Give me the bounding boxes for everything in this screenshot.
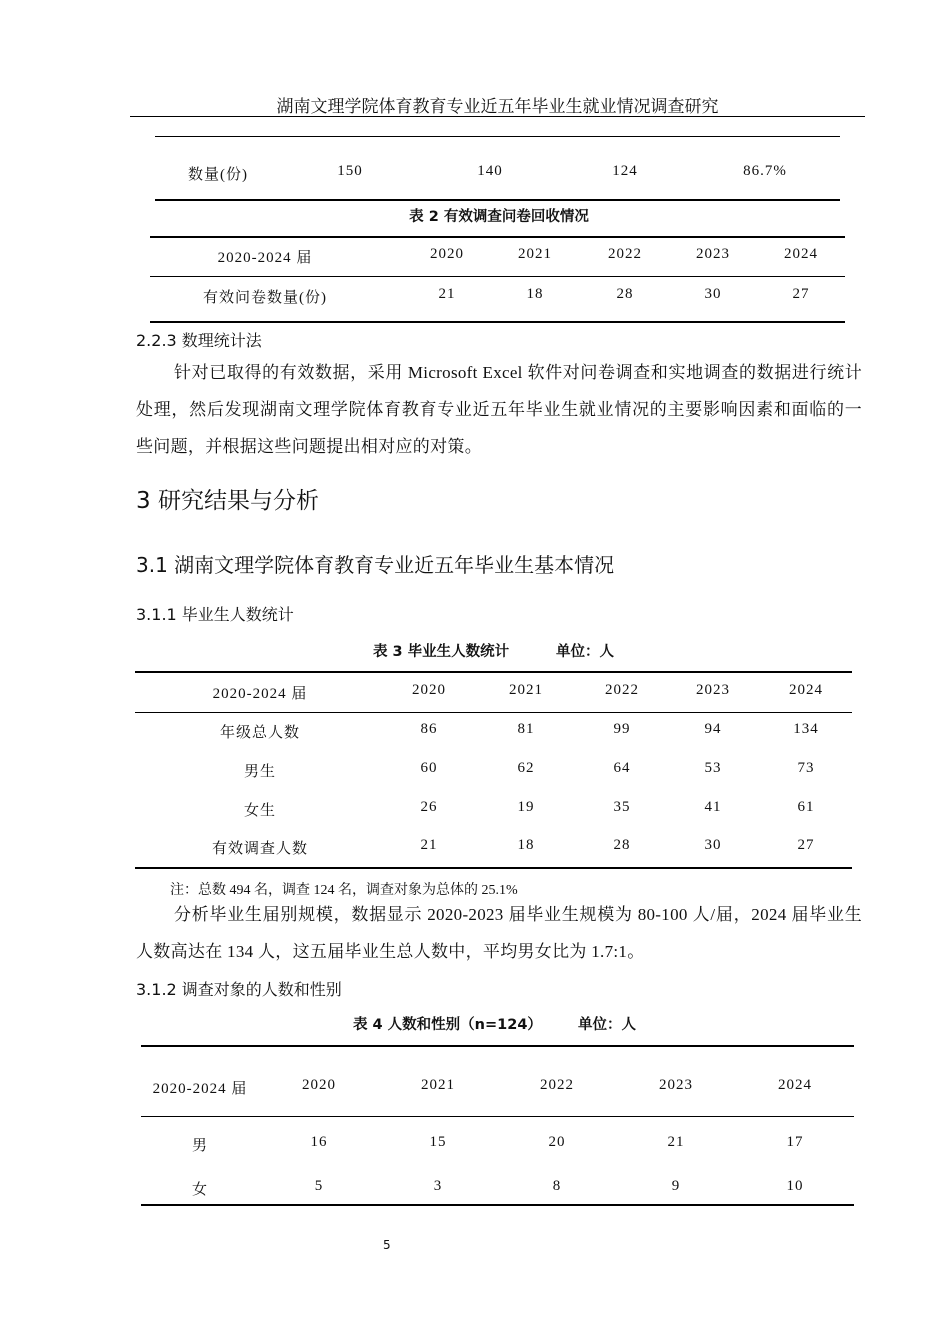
paragraph-line: 针对已取得的有效数据，采用 Microsoft Excel 软件对问卷调查和实地调查的数据 [174, 363, 792, 382]
table2-top-rule [150, 236, 845, 238]
paragraph-data-statistics [136, 354, 862, 465]
table3-cell: 73 [797, 760, 815, 776]
table2-cell: 28 [616, 286, 634, 302]
table4-row-label: 女 [191, 1182, 208, 1198]
table2-bottom-rule [150, 321, 845, 323]
running-header: 湖南文理学院体育教育专业近五年毕业生就业情况调查研究 [276, 97, 719, 117]
table3-cell: 64 [613, 760, 631, 776]
table2-header-cell: 2021 [518, 246, 552, 262]
table2-caption: 表 2 有效调查问卷回收情况 [409, 209, 589, 225]
table2-cell: 18 [526, 286, 544, 302]
table4-header-cell: 2020-2024 届 [152, 1081, 248, 1097]
table1-bottom-rule [155, 199, 840, 201]
table4-cell: 8 [552, 1178, 562, 1194]
table2-cell: 30 [704, 286, 722, 302]
paragraph-line: 分析毕业生届别规模，数据显示 2020-2023 届毕业生规模为 80-100 人/届，2024 届 [174, 905, 810, 924]
table4-header-rule [141, 1116, 854, 1117]
table1-cell: 86.7% [743, 163, 787, 179]
table4-cell: 10 [786, 1178, 804, 1194]
table1-cell: 140 [477, 163, 503, 179]
table2-cell: 27 [792, 286, 810, 302]
table4-header-cell: 2022 [540, 1077, 574, 1093]
table4-cell: 15 [429, 1134, 447, 1150]
table4-header-cell: 2023 [659, 1077, 693, 1093]
table2-cell: 21 [438, 286, 456, 302]
table4-cell: 20 [548, 1134, 566, 1150]
table3-row-label: 女生 [243, 803, 276, 819]
table3-cell: 94 [704, 721, 722, 737]
page-number: 5 [383, 1238, 391, 1252]
table3-cell: 86 [420, 721, 438, 737]
table3-caption: 表 3 毕业生人数统计 [373, 644, 510, 660]
table3-cell: 41 [704, 799, 722, 815]
table3-cell: 19 [517, 799, 535, 815]
chapter-heading-3: 3 研究结果与分析 [136, 488, 319, 514]
table4-cell: 5 [314, 1178, 324, 1194]
table3-header-rule [135, 712, 852, 713]
table2-header-cell: 2024 [784, 246, 818, 262]
table3-bottom-rule [135, 867, 852, 869]
table4-cell: 3 [433, 1178, 443, 1194]
table2-header-cell: 2023 [696, 246, 730, 262]
table3-cell: 60 [420, 760, 438, 776]
table3-header-cell: 2023 [696, 682, 730, 698]
table3-cell: 99 [613, 721, 631, 737]
table1-row-label: 数量(份) [188, 167, 248, 183]
table3-header-cell: 2021 [509, 682, 543, 698]
table3-header-cell: 2020-2024 届 [212, 686, 308, 702]
table4-row-label: 男 [191, 1138, 208, 1154]
section-heading-3-1-1: 3.1.1 毕业生人数统计 [136, 605, 294, 624]
table3-top-rule [135, 671, 852, 673]
table1-cell: 124 [612, 163, 638, 179]
table3-cell: 18 [517, 837, 535, 853]
table1-top-rule [155, 136, 840, 137]
table3-row-label: 有效调查人数 [211, 841, 308, 857]
table3-header-cell: 2022 [605, 682, 639, 698]
table4-unit: 单位：人 [578, 1017, 636, 1033]
paragraph-line: 进行统计处理，然后发现湖南文理学院体育教育专业近五年毕业生就业情况的主要影 [136, 363, 862, 419]
header-rule [130, 116, 865, 117]
paragraph-line: 响因素和面临的一些问题，并根据这些问题提出相对应的对策。 [136, 400, 862, 456]
table4-cell: 9 [671, 1178, 681, 1194]
table3-cell: 134 [793, 721, 819, 737]
table4-header-cell: 2021 [421, 1077, 455, 1093]
section-heading-3-1: 3.1 湖南文理学院体育教育专业近五年毕业生基本情况 [136, 553, 615, 577]
table2-row-label: 有效问卷数量(份) [203, 290, 327, 306]
table3-cell: 21 [420, 837, 438, 853]
table3-cell: 53 [704, 760, 722, 776]
table4-cell: 21 [667, 1134, 685, 1150]
table3-cell: 28 [613, 837, 631, 853]
table4-header-cell: 2020 [302, 1077, 336, 1093]
paragraph-line: 毕业生人数高达在 134 人，这五届毕业生总人数中，平均男女比为 1.7:1。 [136, 905, 863, 961]
table3-cell: 81 [517, 721, 535, 737]
table3-row-label: 男生 [243, 764, 276, 780]
table2-header-cell: 2020-2024 届 [217, 250, 313, 266]
table3-cell: 62 [517, 760, 535, 776]
table3-row-label: 年级总人数 [219, 725, 300, 741]
table3-note: 注：总数 494 名，调查 124 名，调查对象为总体的 25.1% [170, 883, 518, 898]
paragraph-analysis [136, 896, 862, 970]
table3-cell: 35 [613, 799, 631, 815]
table1-cell: 150 [337, 163, 363, 179]
table4-cell: 16 [310, 1134, 328, 1150]
table2-header-rule [150, 276, 845, 277]
section-heading-3-1-2: 3.1.2 调查对象的人数和性别 [136, 980, 342, 999]
table4-cell: 17 [786, 1134, 804, 1150]
table3-cell: 30 [704, 837, 722, 853]
table4-header-cell: 2024 [778, 1077, 812, 1093]
table2-header-cell: 2022 [608, 246, 642, 262]
table3-cell: 61 [797, 799, 815, 815]
table4-bottom-rule [141, 1204, 854, 1206]
table3-cell: 27 [797, 837, 815, 853]
table4-top-rule [141, 1045, 854, 1047]
table3-header-cell: 2020 [412, 682, 446, 698]
table2-header-cell: 2020 [430, 246, 464, 262]
section-heading-2-2-3: 2.2.3 数理统计法 [136, 331, 262, 350]
table4-caption: 表 4 人数和性别（n=124） [353, 1017, 542, 1033]
table3-header-cell: 2024 [789, 682, 823, 698]
table3-cell: 26 [420, 799, 438, 815]
table3-unit: 单位：人 [556, 644, 614, 660]
